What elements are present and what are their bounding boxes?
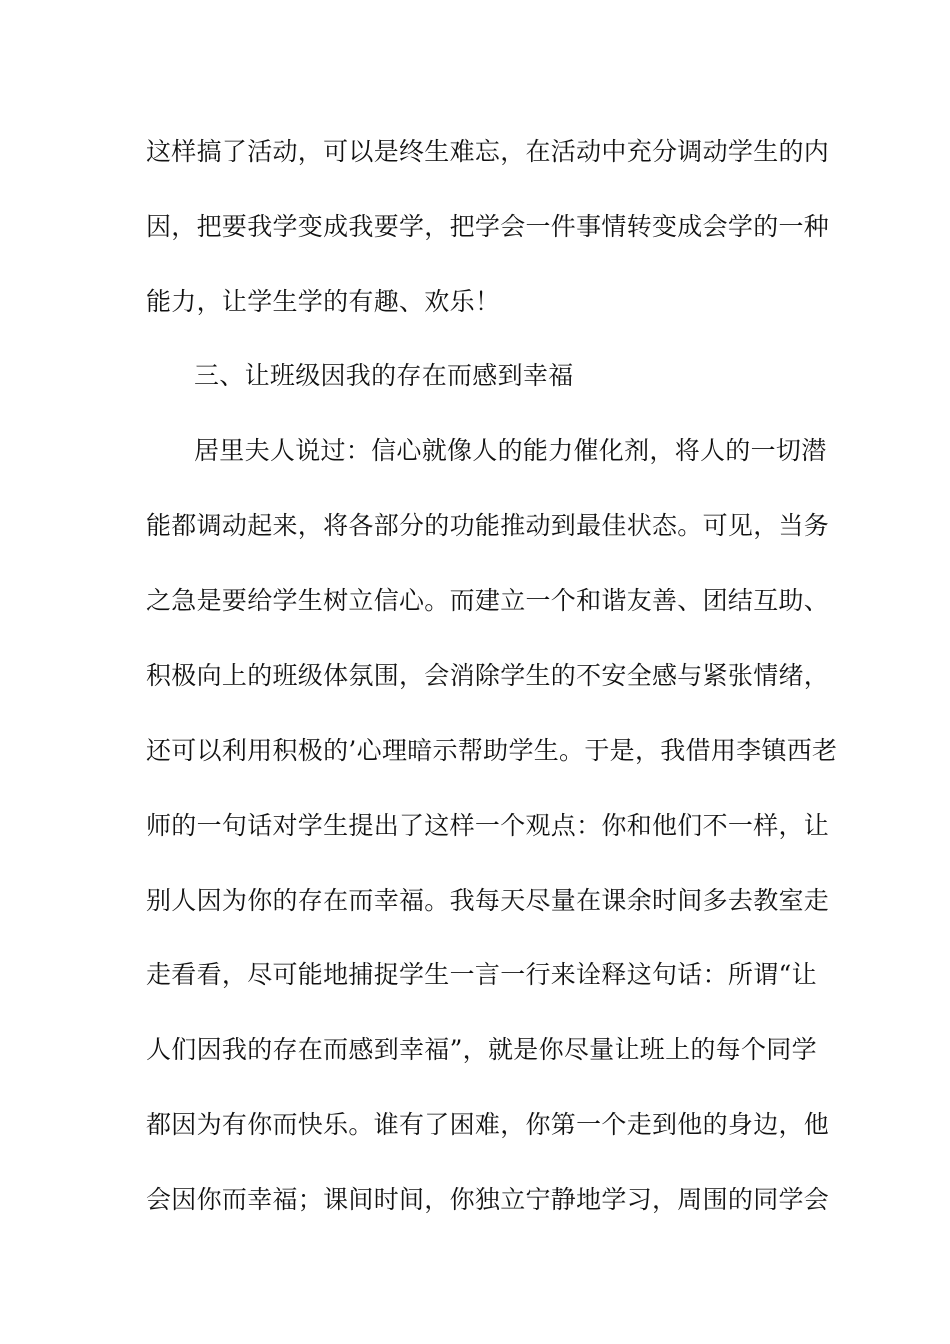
body-line-9: 还可以利用积极的’心理暗示帮助学生。于是，我借用李镇西老 [146,736,838,765]
body-line-7: 之急是要给学生树立信心。而建立一个和谐友善、团结互助、 [146,586,830,615]
body-line-13: 人们因我的存在而感到幸福”，就是你尽量让班上的每个同学 [146,1035,817,1064]
section-heading: 三、让班级因我的存在而感到幸福 [194,361,574,390]
body-line-10: 师的一句话对学生提出了这样一个观点：你和他们不一样，让 [146,811,830,840]
body-line-15: 会因你而幸福；课间时间，你独立宁静地学习，周围的同学会 [146,1185,830,1214]
body-line-11: 别人因为你的存在而幸福。我每天尽量在课余时间多去教室走 [146,886,830,915]
body-line-3: 能力，让学生学的有趣、欢乐！ [146,287,501,316]
body-line-5: 居里夫人说过：信心就像人的能力催化剂，将人的一切潜 [194,436,827,465]
body-line-8: 积极向上的班级体氛围，会消除学生的不安全感与紧张情绪， [146,661,830,690]
body-line-6: 能都调动起来，将各部分的功能推动到最佳状态。可见，当务 [146,511,830,540]
body-line-14: 都因为有你而快乐。谁有了困难，你第一个走到他的身边，他 [146,1110,830,1139]
body-line-2: 因，把要我学变成我要学，把学会一件事情转变成会学的一种 [146,212,830,241]
body-line-12: 走看看，尽可能地捕捉学生一言一行来诠释这句话：所谓“让 [146,960,817,989]
body-line-1: 这样搞了活动，可以是终生难忘，在活动中充分调动学生的内 [146,137,830,166]
